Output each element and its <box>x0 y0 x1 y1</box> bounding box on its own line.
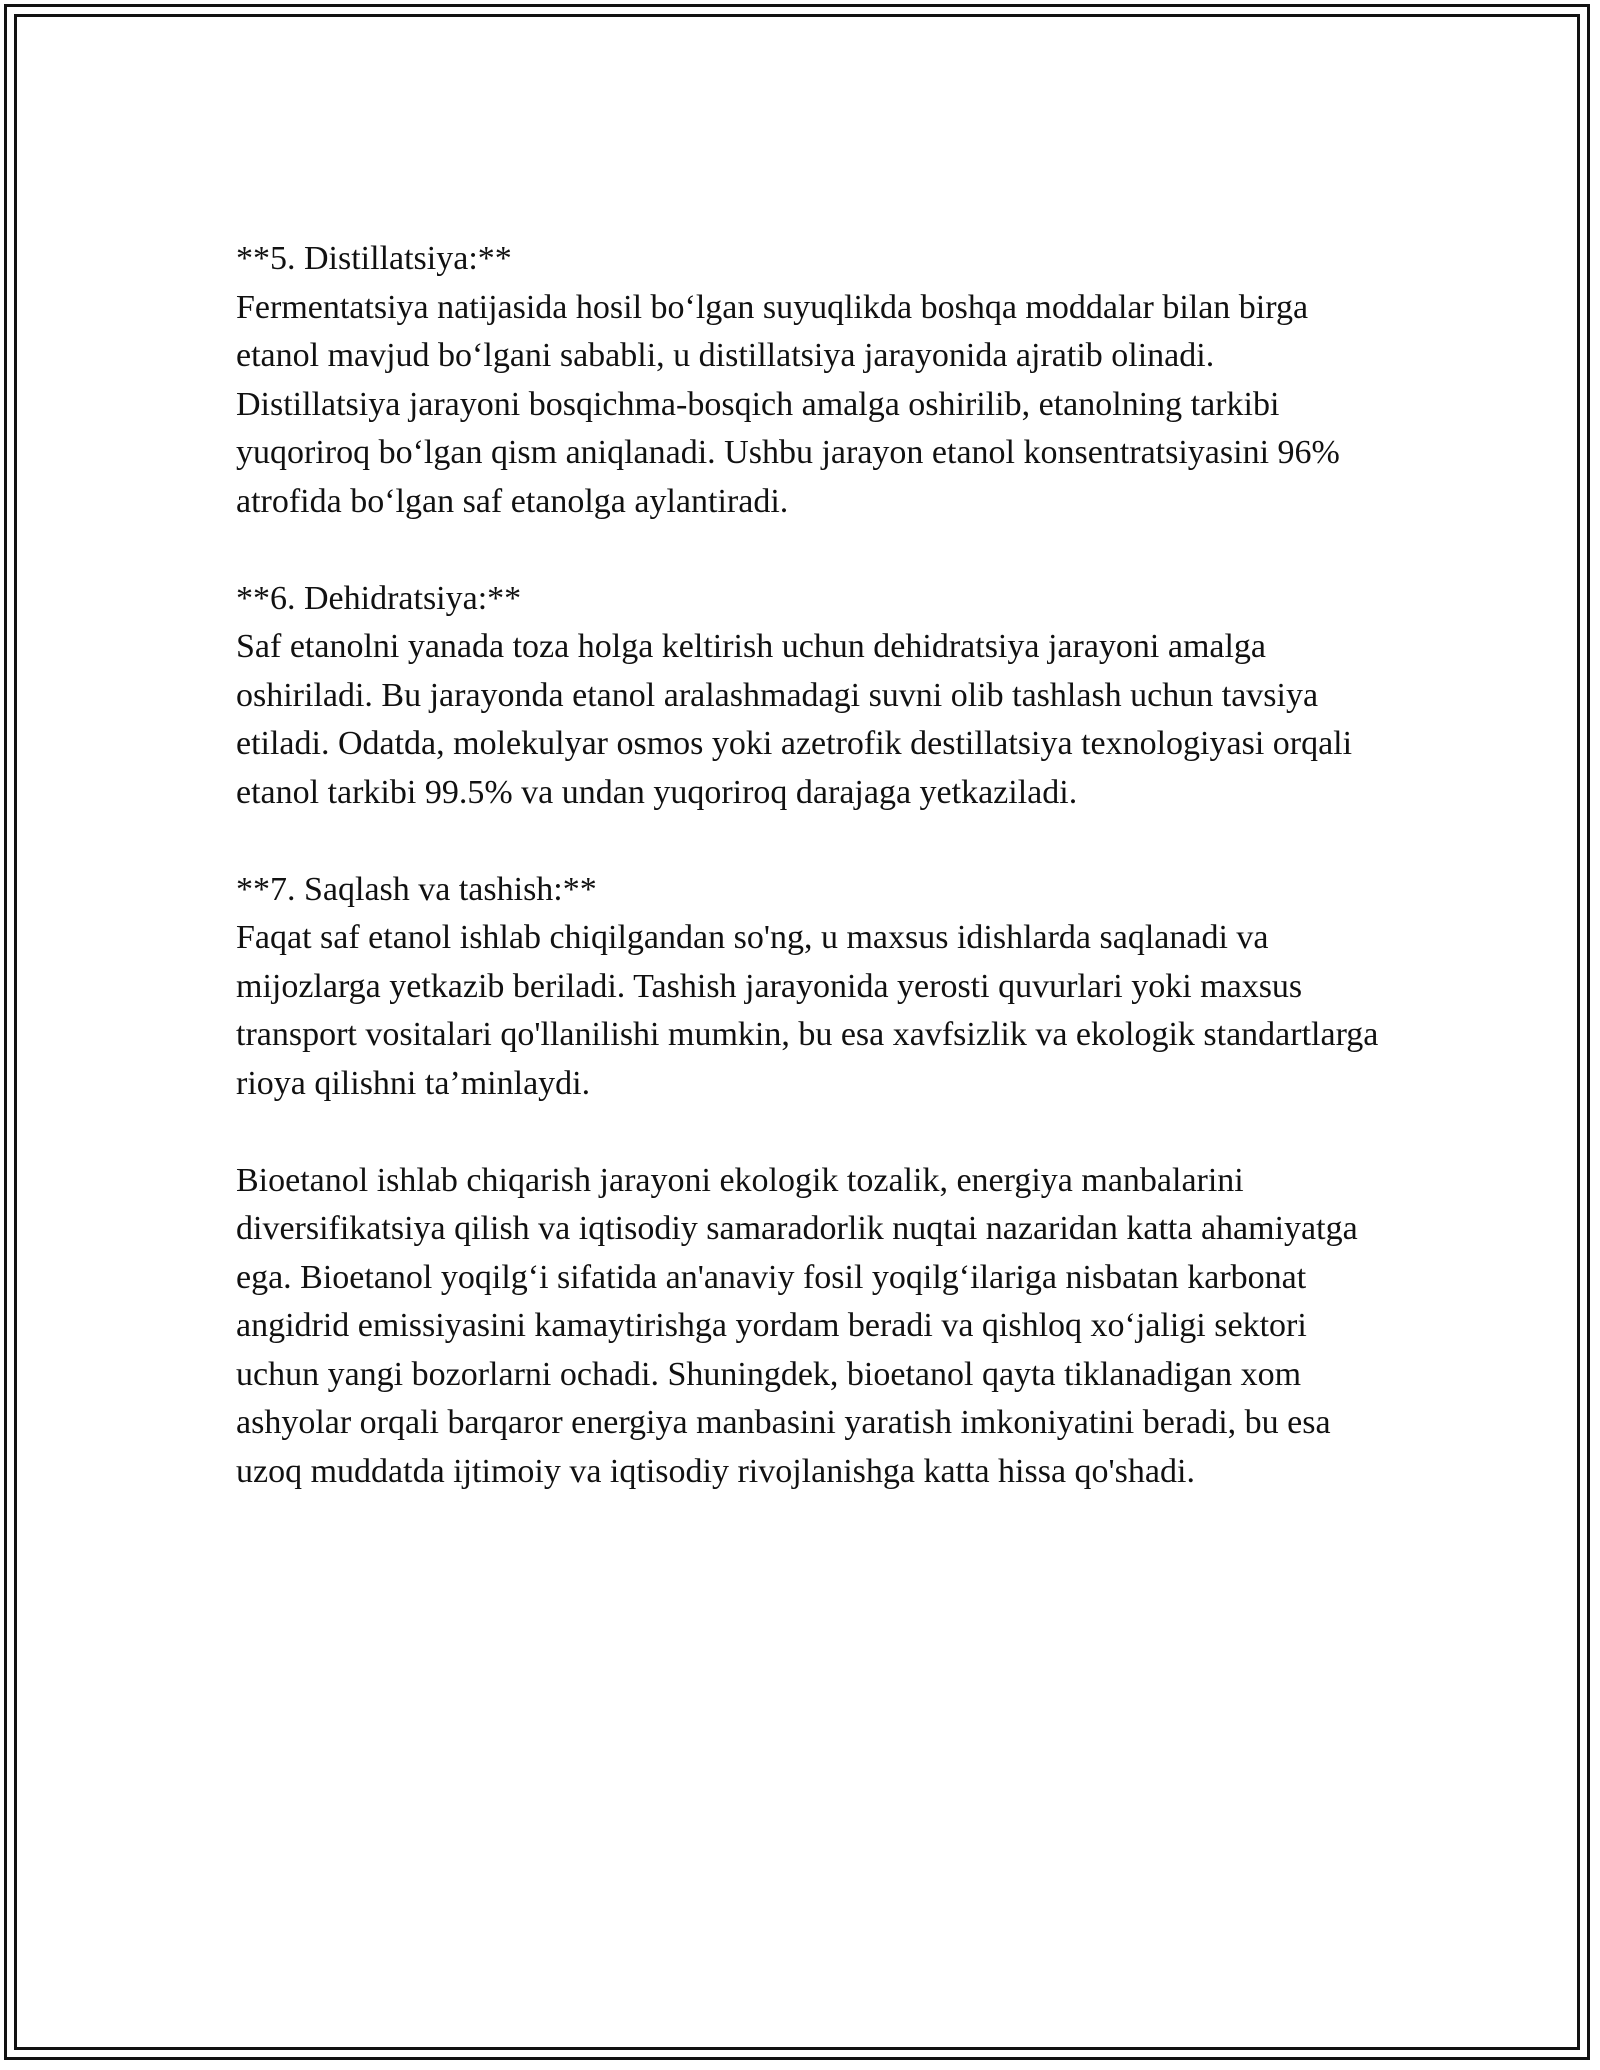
section-heading: **6. Dehidratsiya:** <box>236 579 522 617</box>
paragraph-gap <box>236 1108 1386 1157</box>
section-paragraph: Saf etanolni yanada toza holga keltirish uchun dehidratsiya jarayoni amalga oshiriladi. Bu jarayonda etanol aralashmadagi suvni olib tashlash uchun tavsiya etiladi. Odatda, molekulyar osmos yoki azetrofik destillatsiya texnologiyasi orqali etanol tarkibi 99.5% va undan yuqoriroq darajaga yetkaziladi. <box>236 628 1353 811</box>
section-distillatsiya <box>236 235 1386 526</box>
conclusion-paragraph: Bioetanol ishlab chiqarish jarayoni ekologik tozalik, energiya manbalarini diversifikatsiya qilish va iqtisodiy samaradorlik nuqtai nazaridan katta ahamiyatga ega. Bioetanol yoqilg‘i sifatida an'anaviy fosil yoqilg‘ilariga nisbatan karbonat angidrid emissiyasini kamaytirishga yordam beradi va qishloq xo‘jaligi sektori uchun yangi bozorlarni ochadi. Shuningdek, bioetanol qayta tiklanadigan xom ashyolar orqali barqaror energiya manbasini yaratish imkoniyatini beradi, bu esa uzoq muddatda ijtimoiy va iqtisodiy rivojlanishga katta hissa qo'shadi. <box>236 1161 1358 1490</box>
paragraph-gap <box>236 817 1386 866</box>
section-dehidratsiya <box>236 575 1386 818</box>
section-paragraph: Faqat saf etanol ishlab chiqilgandan so'ng, u maxsus idishlarda saqlanadi va mijozlarga yetkazib beriladi. Tashish jarayonida yerosti quvurlari yoki maxsus transport vositalari qo'llanilishi mumkin, bu esa xavfsizlik va ekologik standartlarga rioya qilishni ta’minlaydi. <box>236 919 1379 1102</box>
document-body <box>236 235 1386 1496</box>
paragraph-gap <box>236 526 1386 575</box>
section-heading: **5. Distillatsiya:** <box>236 240 512 277</box>
section-saqlash-tashish <box>236 866 1386 1109</box>
section-heading: **7. Saqlash va tashish:** <box>236 870 597 908</box>
section-paragraph: Fermentatsiya natijasida hosil bo‘lgan suyuqlikda boshqa moddalar bilan birga etanol mavjud bo‘lgani sababli, u distillatsiya jarayonida ajratib olinadi. Distillatsiya jarayoni bosqichma-bosqich amalga oshirilib, etanolning tarkibi yuqoriroq bo‘lgan qism aniqlanadi. Ushbu jarayon etanol konsentratsiyasini 96% atrofida bo‘lgan saf etanolga aylantiradi. <box>236 288 1340 520</box>
